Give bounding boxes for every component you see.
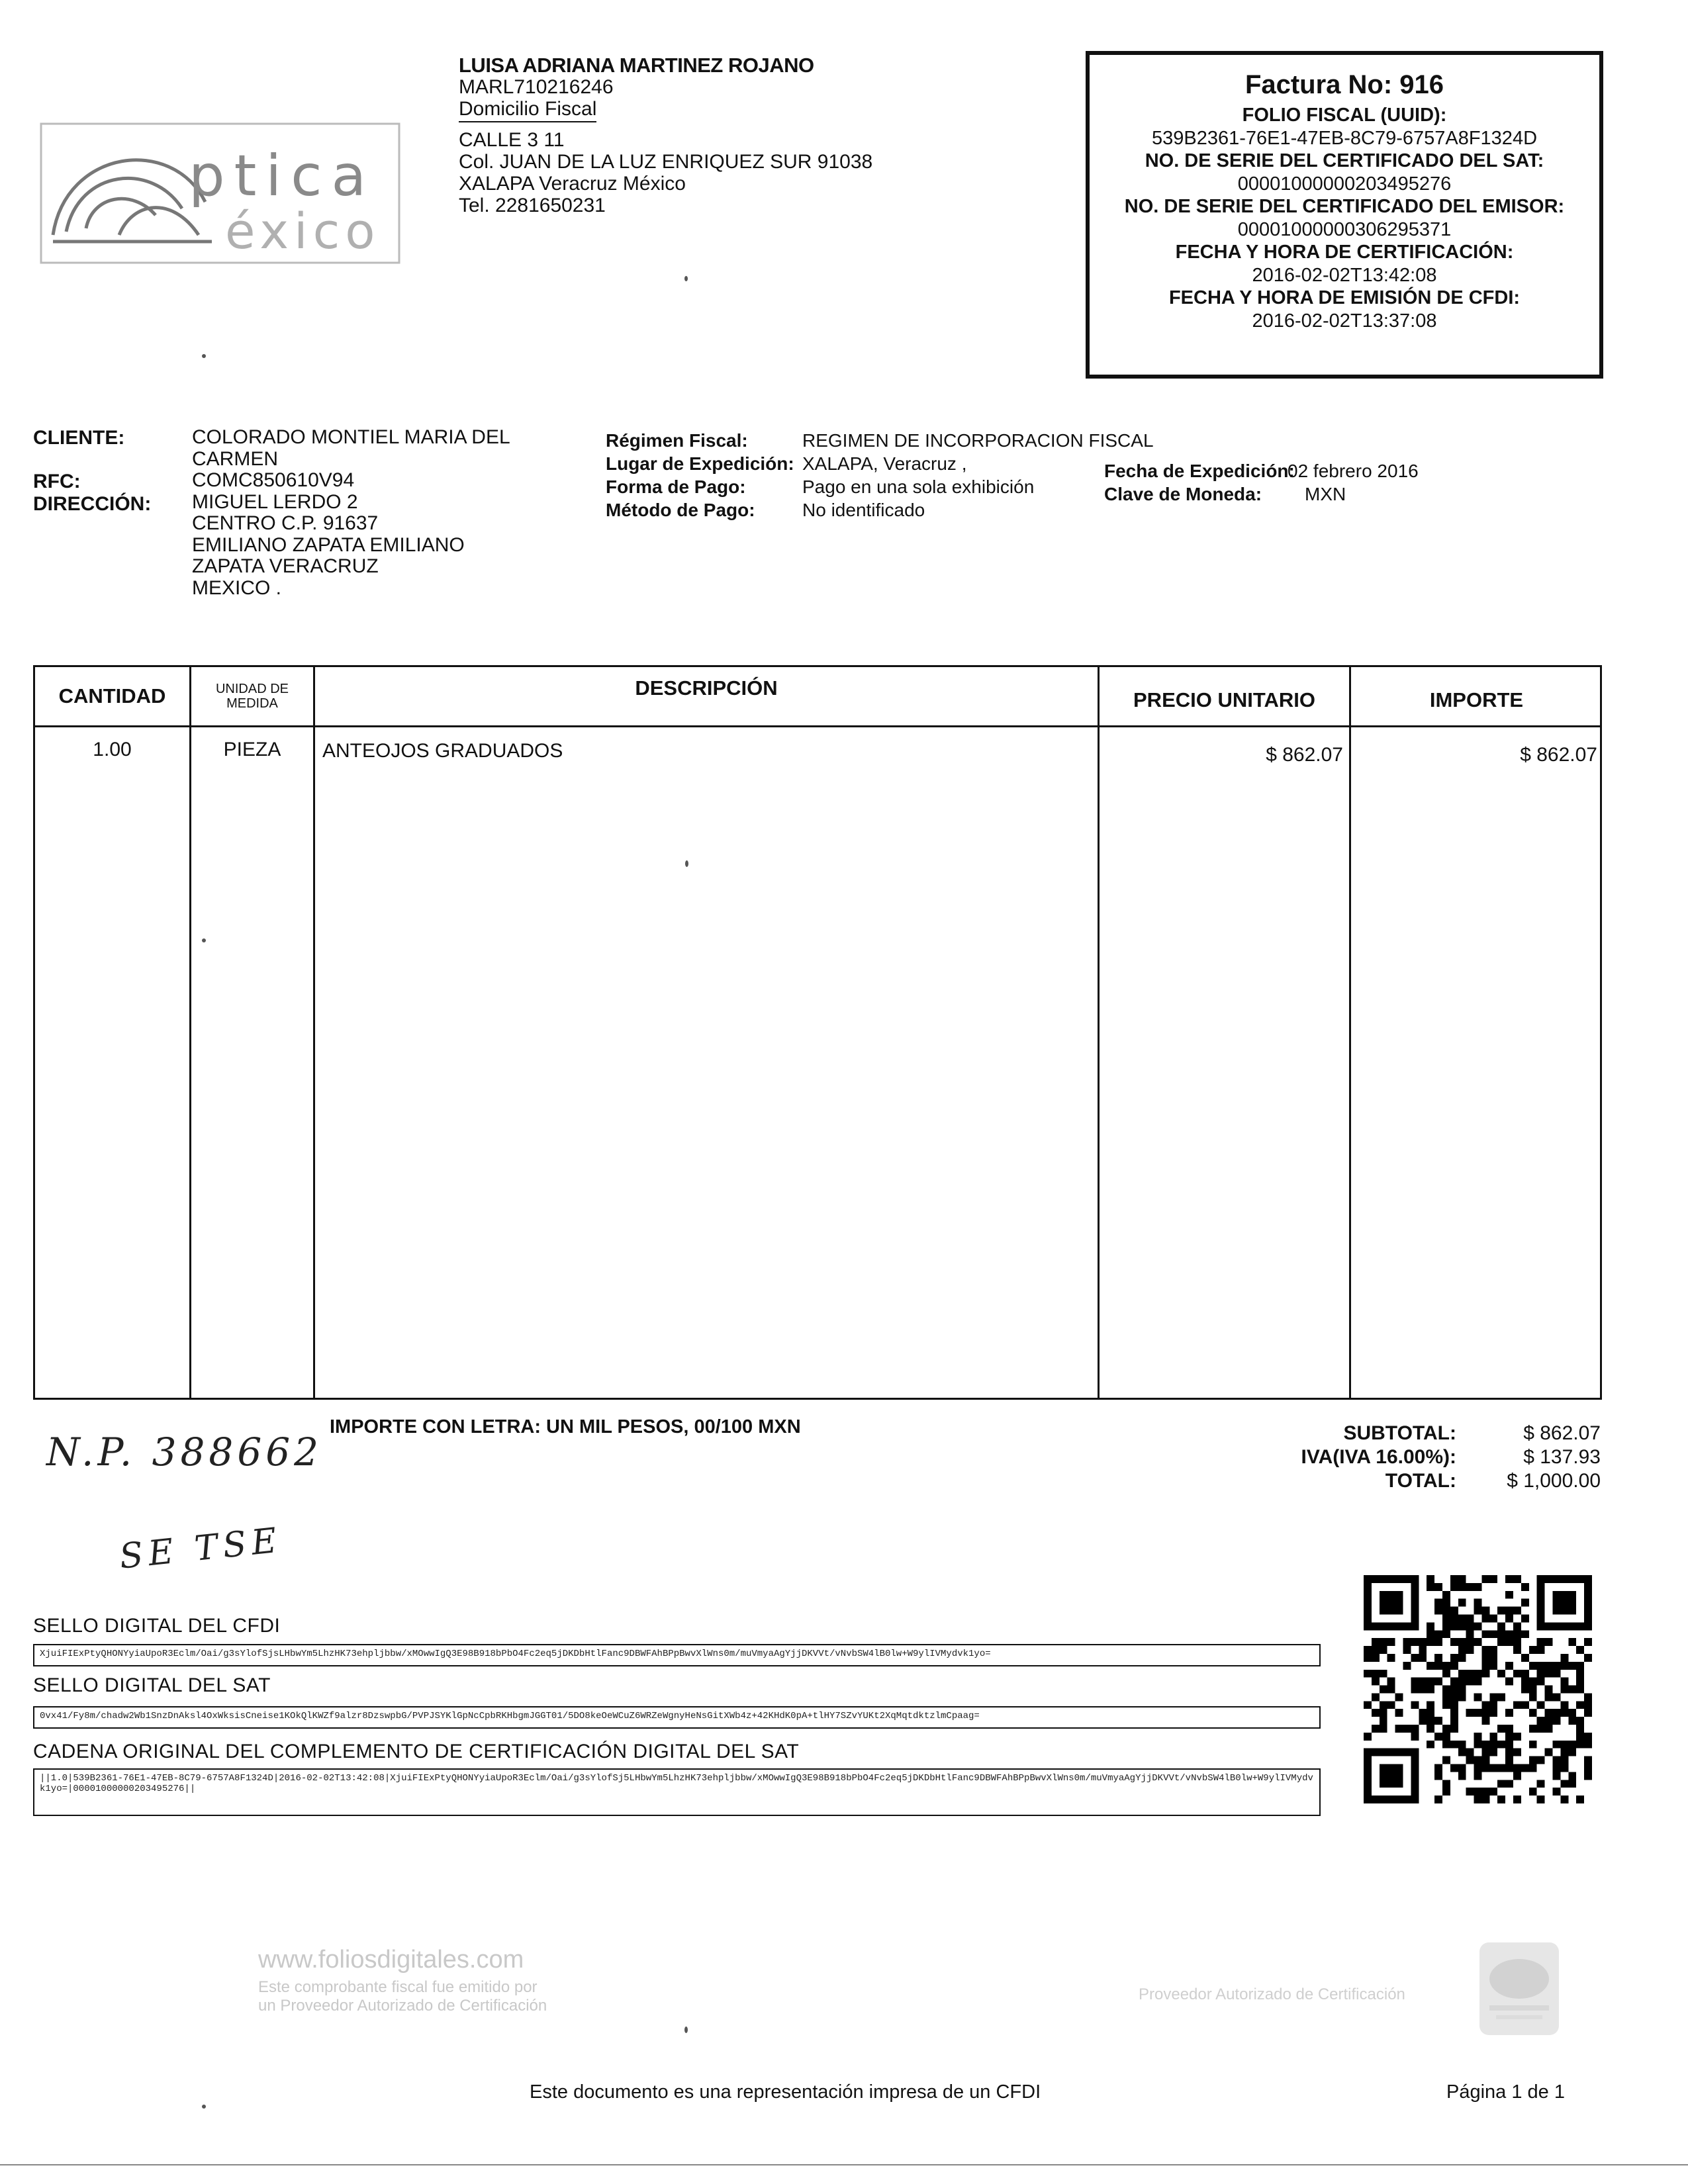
domicilio-label: Domicilio Fiscal <box>459 98 596 122</box>
fecha-expedicion-label: Fecha de Expedición: <box>1104 461 1295 481</box>
bottom-rule <box>0 2164 1688 2165</box>
footer-text: Este documento es una representación impresa de un CFDI <box>530 2081 1041 2103</box>
iva-label: IVA(IVA 16.00%): <box>1301 1446 1456 1468</box>
direccion-label: DIRECCIÓN: <box>33 493 152 515</box>
row-precio: $ 862.07 <box>1266 744 1343 766</box>
lugar-label: Lugar de Expedición: <box>606 453 794 474</box>
row-cantidad: 1.00 <box>93 739 132 760</box>
issuer-rfc: MARL710216246 <box>459 76 614 98</box>
expedition-labels <box>1104 459 1295 506</box>
optica-mexico-logo <box>40 122 400 268</box>
rfc-label: RFC: <box>33 471 81 492</box>
emision-date-label: FECHA Y HORA DE EMISIÓN DE CFDI: <box>1168 287 1521 308</box>
header-importe: IMPORTE <box>1429 688 1524 711</box>
moneda-label: Clave de Moneda: <box>1104 484 1262 504</box>
client-address-line5: MEXICO . <box>192 576 282 599</box>
sello-cfdi-box: XjuiFIExPtyQHONYyiaUpoR3Eclm/Oai/g3sYlofSjsLHbwYm5LhzHK73ehpljbbw/xMOwwIgQ3E98B918bPbO4Fc2eq5jDKDbHtlFanc9DBWFAhBPpBwvXlWns0m/muVmyaAgYjjDKVVt/vNvbSW4lB0lw+W9ylIVMydvk1yo= <box>33 1644 1321 1666</box>
iva-value: $ 137.93 <box>1523 1446 1601 1468</box>
subtotal-value: $ 862.07 <box>1523 1422 1601 1444</box>
folio-value: 539B2361-76E1-47EB-8C79-6757A8F1324D <box>1151 127 1538 149</box>
total-label: TOTAL: <box>1385 1470 1456 1492</box>
issuer-street: CALLE 3 11 <box>459 129 565 151</box>
header-unidad-line2: MEDIDA <box>226 696 278 711</box>
cliente-label: CLIENTE: <box>33 427 125 449</box>
emisor-cert-value: 00001000000306295371 <box>1237 218 1452 240</box>
sat-cert-label: NO. DE SERIE DEL CERTIFICADO DEL SAT: <box>1145 150 1544 171</box>
faded-pac-footer <box>258 1946 547 2015</box>
cert-date-label: FECHA Y HORA DE CERTIFICACIÓN: <box>1175 242 1514 263</box>
client-address-line3: EMILIANO ZAPATA EMILIANO <box>192 533 465 556</box>
forma-pago-label: Forma de Pago: <box>606 477 746 497</box>
pac-line1: Este comprobante fiscal fue emitido por <box>258 1978 538 1996</box>
totals-values <box>1470 1422 1601 1493</box>
pac-seal-icon <box>1473 1939 1566 2038</box>
svg-text:éxico: éxico <box>225 203 381 260</box>
sat-cert-value: 00001000000203495276 <box>1237 173 1452 195</box>
fiscal-labels <box>606 429 794 522</box>
issuer-block <box>459 54 872 216</box>
scan-speck <box>684 2026 688 2033</box>
column-divider <box>1098 667 1100 1398</box>
qr-code-icon <box>1364 1575 1592 1803</box>
emisor-cert-label: NO. DE SERIE DEL CERTIFICADO DEL EMISOR: <box>1124 196 1565 217</box>
cadena-original-box: ||1.0|539B2361-76E1-47EB-8C79-6757A8F1324D|2016-02-02T13:42:08|XjuiFIExPtyQHONYyiaUpoR3Eclm/Oai/g3sYlofSj5LHbwYm5LhzHK73ehpljbbw/xMOwwIgQ3E98B918bPbO4Fc2eq5jDKDbHtlFanc9DBWFAhBPpBwvXlWns0m/muVmyaAgYjjDKVVt/vNvbSW4lB0lw+W9ylIVMydvk1yo=|00001000000203495276|| <box>33 1768 1321 1816</box>
row-descripcion: ANTEOJOS GRADUADOS <box>322 740 563 762</box>
row-unidad: PIEZA <box>223 739 281 760</box>
column-divider <box>1349 667 1351 1398</box>
client-address-line4: ZAPATA VERACRUZ <box>192 555 379 577</box>
fiscal-values <box>802 429 1154 522</box>
folio-label: FOLIO FISCAL (UUID): <box>1242 105 1447 126</box>
client-name-line2: CARMEN <box>192 447 279 470</box>
client-address-line1: MIGUEL LERDO 2 <box>192 490 358 513</box>
issuer-city: XALAPA Veracruz México <box>459 173 686 195</box>
fecha-expedicion-value: 02 febrero 2016 <box>1288 461 1419 481</box>
sello-sat-label: SELLO DIGITAL DEL SAT <box>33 1674 271 1696</box>
issuer-name: LUISA ADRIANA MARTINEZ ROJANO <box>459 54 814 77</box>
svg-text:ptica: ptica <box>189 143 376 209</box>
client-address-line2: CENTRO C.P. 91637 <box>192 512 379 534</box>
cadena-original-label: CADENA ORIGINAL DEL COMPLEMENTO DE CERTIFICACIÓN DIGITAL DEL SAT <box>33 1741 800 1762</box>
emision-date-value: 2016-02-02T13:37:08 <box>1252 310 1437 332</box>
column-divider <box>313 667 315 1398</box>
moneda-value: MXN <box>1305 484 1346 504</box>
issuer-tel: Tel. 2281650231 <box>459 195 606 216</box>
page-number: Página 1 de 1 <box>1446 2081 1565 2103</box>
metodo-pago-label: Método de Pago: <box>606 500 755 520</box>
client-labels <box>33 427 151 516</box>
header-precio: PRECIO UNITARIO <box>1133 688 1315 711</box>
header-unidad <box>191 667 313 725</box>
regimen-label: Régimen Fiscal: <box>606 430 748 451</box>
invoice-info-box <box>1086 51 1603 379</box>
expedition-values <box>1288 459 1419 506</box>
client-name-line1: COLORADO MONTIEL MARIA DEL <box>192 426 510 448</box>
issuer-colonia: Col. JUAN DE LA LUZ ENRIQUEZ SUR 91038 <box>459 151 873 173</box>
pac-right-text: Proveedor Autorizado de Certificación <box>1139 1985 1405 2003</box>
total-value: $ 1,000.00 <box>1507 1470 1601 1492</box>
pac-line2: un Proveedor Autorizado de Certificación <box>258 1997 547 2015</box>
lugar-value: XALAPA, Veracruz , <box>802 453 967 474</box>
scan-speck <box>684 276 688 281</box>
regimen-value: REGIMEN DE INCORPORACION FISCAL <box>802 430 1154 451</box>
invoice-title: Factura No: 916 <box>1244 70 1444 99</box>
scan-speck <box>202 354 206 358</box>
metodo-pago-value: No identificado <box>802 500 925 520</box>
subtotal-label: SUBTOTAL: <box>1343 1422 1456 1444</box>
cert-date-value: 2016-02-02T13:42:08 <box>1252 264 1437 286</box>
handwritten-note: SE TSE <box>117 1520 284 1577</box>
header-unidad-line1: UNIDAD DE <box>215 682 289 696</box>
header-descripcion: DESCRIPCIÓN <box>635 676 778 700</box>
row-importe: $ 862.07 <box>1520 744 1597 766</box>
forma-pago-value: Pago en una sola exhibición <box>802 477 1035 497</box>
sello-sat-box: 0vx41/Fy8m/chadw2Wb1SnzDnAksl4OxWksisCneise1KOkQlKWZf9alzr8DzswpbG/PVPJSYKlGpNcCpbRKHbgmJGGT01/5DO8keOeWCuZ6WRZeWgnyHeNsGitXWb4z+42KHdK0pA+tlHY7SZvYUKt2XqMqtdktzlmCpaag= <box>33 1706 1321 1729</box>
sello-cfdi-label: SELLO DIGITAL DEL CFDI <box>33 1615 281 1637</box>
items-table <box>33 665 1602 1400</box>
client-values <box>192 427 563 599</box>
handwritten-np: N.P. 388662 <box>46 1430 323 1475</box>
scan-speck <box>202 2105 206 2109</box>
header-cantidad: CANTIDAD <box>58 684 166 707</box>
totals-labels <box>1258 1422 1456 1493</box>
importe-con-letra: IMPORTE CON LETRA: UN MIL PESOS, 00/100 MXN <box>330 1416 801 1437</box>
column-divider <box>189 667 191 1398</box>
pac-website: www.foliosdigitales.com <box>258 1946 524 1974</box>
client-rfc: COMC850610V94 <box>192 469 355 491</box>
